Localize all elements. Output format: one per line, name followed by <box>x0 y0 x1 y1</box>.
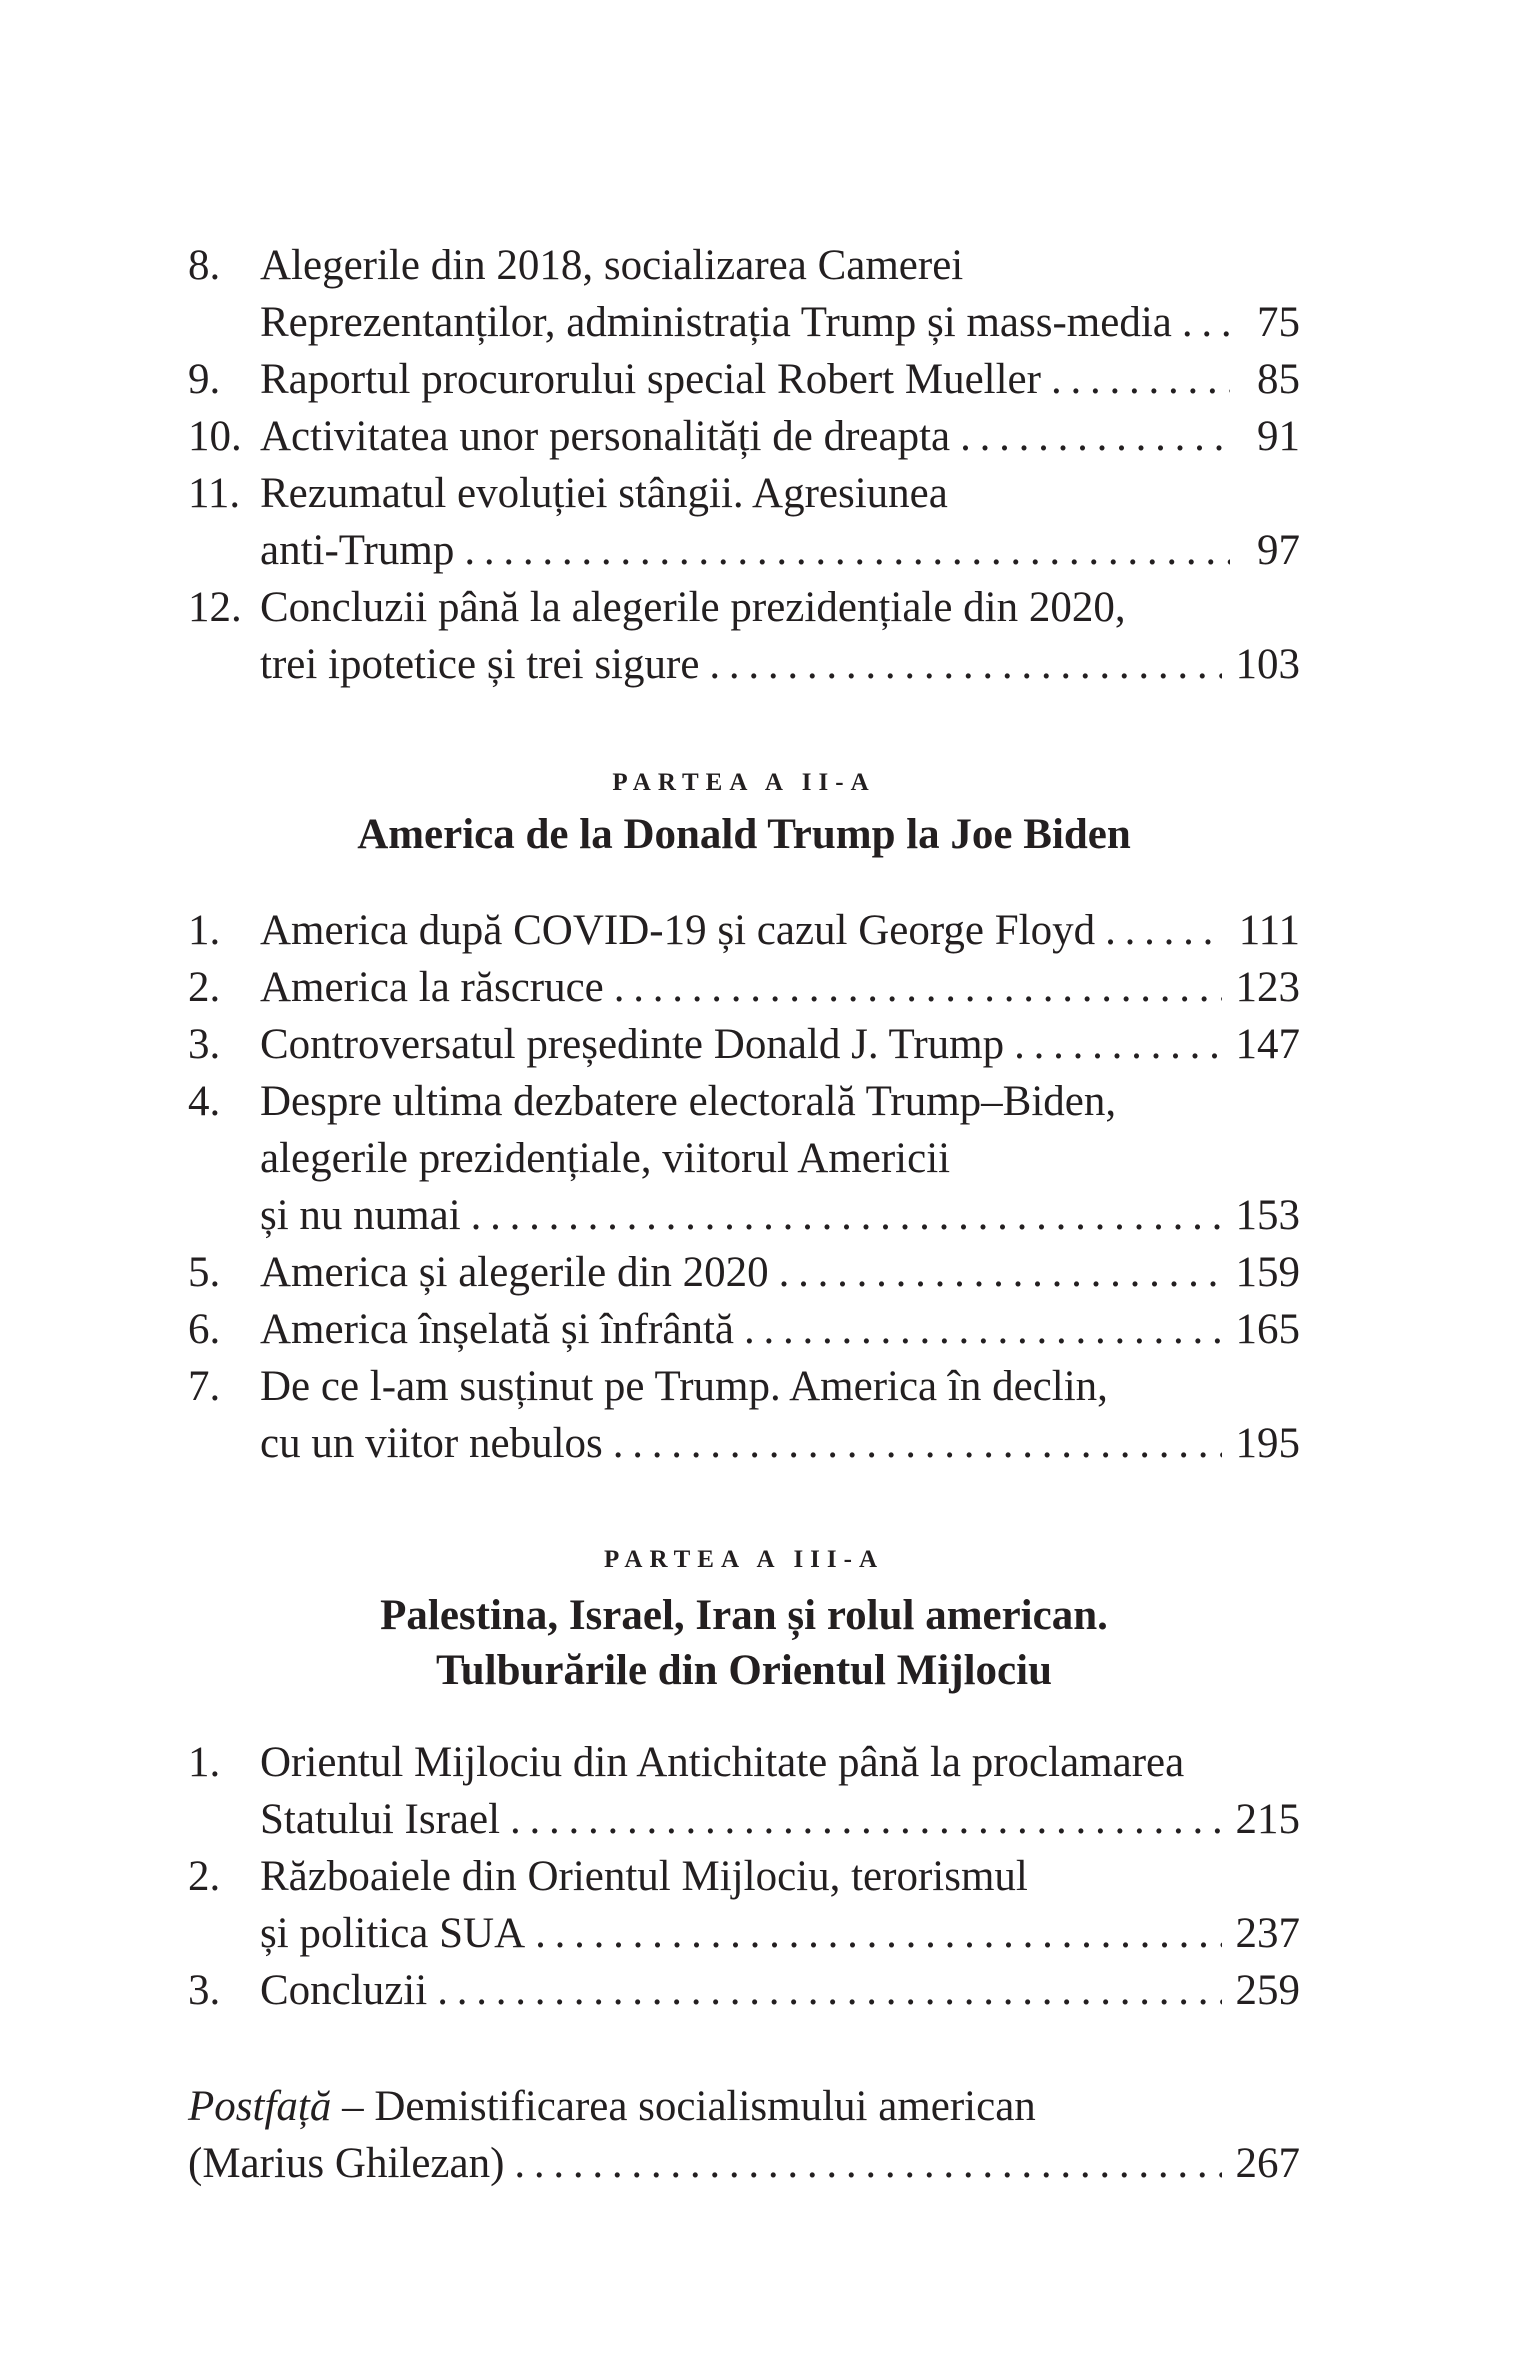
toc-entry[interactable] <box>188 237 1300 351</box>
toc-entry[interactable] <box>188 408 1300 465</box>
part2-title: America de la Donald Trump la Joe Biden <box>357 811 1131 858</box>
entry-title: Statului Israel <box>260 1796 501 1843</box>
postface-entry[interactable] <box>188 2078 1300 2192</box>
dot-leader <box>1182 294 1230 351</box>
entry-title: America și alegerile din 2020 <box>260 1249 769 1296</box>
dot-leader <box>709 636 1221 693</box>
entry-title: Activitatea unor personalități de dreapta <box>260 413 951 460</box>
postface-author: (Marius Ghilezan) <box>188 2140 505 2187</box>
dot-leader <box>471 1187 1222 1244</box>
dot-leader <box>514 2135 1221 2192</box>
entry-title: Concluzii până la alegerile prezidențiale din 2020, <box>260 584 1126 631</box>
entry-title: America la răscruce <box>260 964 604 1011</box>
part3-title <box>188 1588 1300 1698</box>
toc-entry[interactable] <box>188 902 1300 959</box>
toc-entry[interactable] <box>188 1301 1300 1358</box>
dot-leader <box>1014 1016 1221 1073</box>
page-number: 147 <box>1235 1021 1300 1068</box>
entry-title: Controversatul președinte Donald J. Trump <box>260 1021 1005 1068</box>
dot-leader <box>613 1415 1222 1472</box>
toc-part1-list <box>188 237 1300 693</box>
entry-number: 3. <box>188 1967 221 2014</box>
page-number: 153 <box>1235 1192 1300 1239</box>
postface-title: – Demistificarea socialismului american <box>331 2083 1036 2130</box>
entry-title: Reprezentanților, administrația Trump și mass-media <box>260 299 1172 346</box>
entry-title: Orientul Mijlociu din Antichitate până la proclamarea <box>260 1739 1185 1786</box>
entry-title: și nu numai <box>260 1192 461 1239</box>
page-number: 237 <box>1235 1910 1300 1957</box>
entry-number: 3. <box>188 1021 221 1068</box>
entry-number: 1. <box>188 907 221 954</box>
entry-title: și politica SUA <box>260 1910 526 1957</box>
dot-leader <box>614 959 1222 1016</box>
entry-number: 2. <box>188 1853 221 1900</box>
entry-number: 1. <box>188 1739 221 1786</box>
toc-part3-list <box>188 1734 1300 2019</box>
entry-number: 10. <box>188 413 242 460</box>
part3-title-line: Tulburările din Orientul Mijlociu <box>435 1647 1052 1694</box>
entry-title: trei ipotetice și trei sigure <box>260 641 700 688</box>
page-number: 123 <box>1235 964 1300 1011</box>
entry-title: Concluzii <box>260 1967 428 2014</box>
dot-leader <box>744 1301 1222 1358</box>
entry-title: Raportul procurorului special Robert Mueller <box>260 356 1041 403</box>
page-number: 267 <box>1235 2140 1300 2187</box>
page-number: 165 <box>1235 1306 1300 1353</box>
page-number: 75 <box>1257 299 1300 346</box>
entry-title: Rezumatul evoluției stângii. Agresiunea <box>260 470 948 517</box>
toc-entry[interactable] <box>188 1244 1300 1301</box>
dot-leader <box>779 1244 1222 1301</box>
entry-title: anti-Trump <box>260 527 455 574</box>
entry-title: Războaiele din Orientul Mijlociu, terorismul <box>260 1853 1028 1900</box>
toc-entry[interactable] <box>188 1073 1300 1244</box>
dot-leader <box>535 1905 1221 1962</box>
entry-number: 8. <box>188 242 221 289</box>
entry-title: cu un viitor nebulos <box>260 1420 603 1467</box>
dot-leader <box>510 1791 1221 1848</box>
dot-leader <box>437 1962 1221 2019</box>
toc-entry[interactable] <box>188 465 1300 579</box>
page-number: 195 <box>1235 1420 1300 1467</box>
page-number: 103 <box>1235 641 1300 688</box>
postface-label: Postfață <box>188 2083 332 2130</box>
entry-title: De ce l-am susținut pe Trump. America în declin, <box>260 1363 1108 1410</box>
entry-number: 5. <box>188 1249 221 1296</box>
dot-leader <box>1105 902 1225 959</box>
entry-title: America înșelată și înfrântă <box>260 1306 734 1353</box>
entry-title: America după COVID-19 și cazul George Floyd <box>260 907 1096 954</box>
page-number: 259 <box>1235 1967 1300 2014</box>
toc-entry[interactable] <box>188 1734 1300 1848</box>
toc-entry[interactable] <box>188 1848 1300 1962</box>
page-number: 91 <box>1257 413 1300 460</box>
entry-title: Alegerile din 2018, socializarea Camerei <box>260 242 964 289</box>
entry-number: 4. <box>188 1078 221 1125</box>
part3-label: PARTEA A III-A <box>603 1546 885 1573</box>
entry-title: alegerile prezidențiale, viitorul Americii <box>260 1135 951 1182</box>
entry-number: 11. <box>188 470 241 517</box>
dot-leader <box>1051 351 1230 408</box>
toc-entry[interactable] <box>188 1962 1300 2019</box>
page-number: 215 <box>1235 1796 1300 1843</box>
entry-title: Despre ultima dezbatere electorală Trump–Biden, <box>260 1078 1117 1125</box>
part2-label: PARTEA A II-A <box>612 769 876 796</box>
toc-entry[interactable] <box>188 1016 1300 1073</box>
toc-entry[interactable] <box>188 351 1300 408</box>
toc-part2-list <box>188 902 1300 1472</box>
entry-number: 7. <box>188 1363 221 1410</box>
page-number: 97 <box>1257 527 1300 574</box>
page-number: 159 <box>1235 1249 1300 1296</box>
part3-title-line: Palestina, Israel, Iran și rolul american. <box>380 1592 1108 1639</box>
toc-entry[interactable] <box>188 959 1300 1016</box>
toc-entry[interactable] <box>188 579 1300 693</box>
entry-number: 6. <box>188 1306 221 1353</box>
page-number: 85 <box>1257 356 1300 403</box>
toc-entry[interactable] <box>188 1358 1300 1472</box>
dot-leader <box>464 522 1230 579</box>
dot-leader <box>960 408 1230 465</box>
entry-number: 2. <box>188 964 221 1011</box>
entry-number: 12. <box>188 584 242 631</box>
entry-number: 9. <box>188 356 221 403</box>
page-number: 111 <box>1238 907 1300 954</box>
